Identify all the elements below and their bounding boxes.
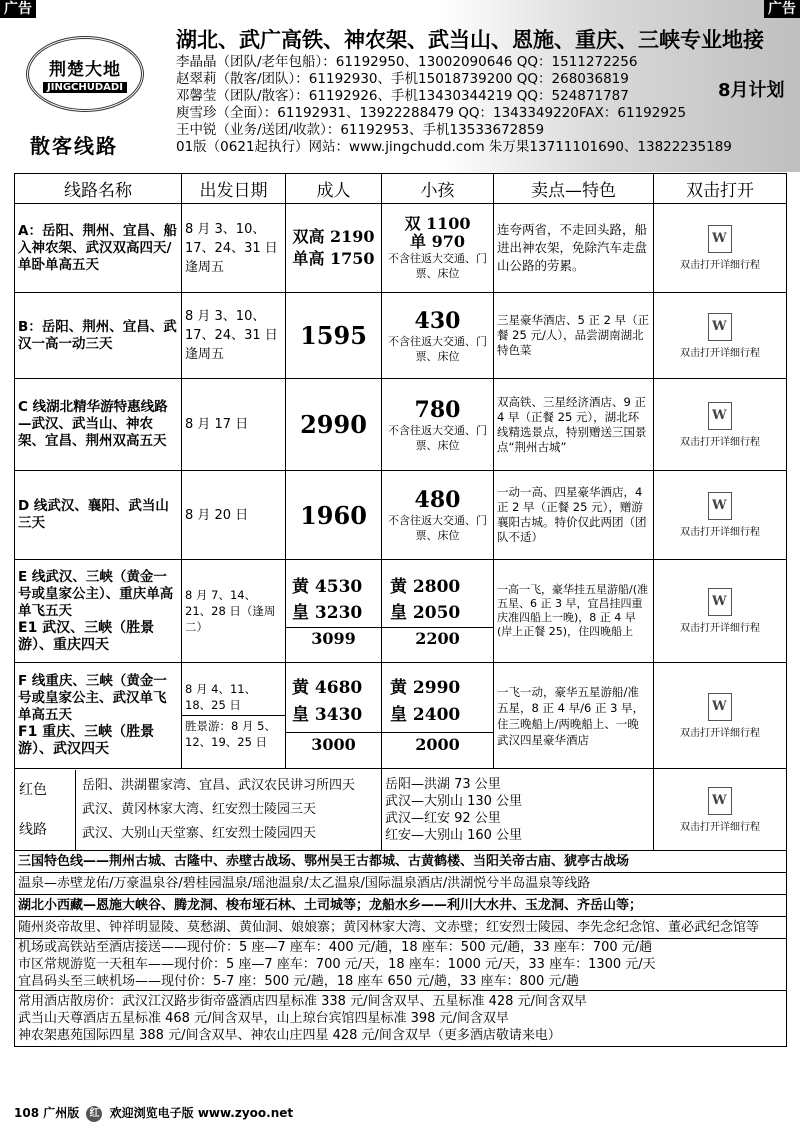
- ad-tag-right: 广告: [764, 0, 800, 18]
- adult-price-single: 单高 1750: [292, 249, 375, 268]
- transport-prices: [15, 939, 787, 991]
- route-feature: 一动一高、四星豪华酒店，4 正 2 早（正餐 25 元），赠游襄阳古城。特价仅此两团（团队不适）: [494, 471, 654, 560]
- list-item: 武汉—大别山 130 公里: [385, 793, 523, 809]
- page-number: 108: [14, 1106, 40, 1120]
- open-itinerary-cell[interactable]: [654, 769, 787, 851]
- table-row-extra: [15, 991, 787, 1047]
- table-header-row: [15, 174, 787, 204]
- table-row-red-routes: [15, 769, 787, 851]
- child-price-value: 780: [414, 396, 461, 423]
- red-label-2: 线路: [19, 821, 47, 838]
- route-date: 8 月 3、10、17、24、31 日逢周五: [182, 204, 286, 293]
- route-feature: 双高铁、三星经济酒店、9 正 4 早（正餐 25 元），湖北环线精选景点，特别赠送三国景点“荆州古城”: [494, 379, 654, 471]
- open-itinerary-link[interactable]: 双击打开详细行程: [680, 436, 760, 448]
- header-route-name: 线路名称: [15, 174, 182, 204]
- child-price: [382, 663, 494, 769]
- word-document-icon[interactable]: [708, 313, 732, 341]
- list-item: 武汉、黄冈林家大湾、红安烈士陵园三天: [82, 801, 317, 817]
- logo-chinese: 荆楚大地: [49, 60, 121, 80]
- table-row: [15, 379, 787, 471]
- route-feature: 三星豪华酒店、5 正 2 早（正餐 25 元/人），品尝湖南湖北特色菜: [494, 293, 654, 379]
- route-label: 散客线路: [30, 134, 118, 158]
- route-table: [14, 173, 787, 1047]
- open-itinerary-cell[interactable]: [654, 560, 787, 663]
- adult-price: [286, 663, 382, 769]
- table-row-extra: [15, 873, 787, 895]
- table-row-extra: [15, 917, 787, 939]
- route-date: 8 月 7、14、21、28 日（逢周二）: [182, 560, 286, 663]
- route-name-main: F 线重庆、三峡（黄金一号或皇家公主、武汉单飞单高五天: [18, 673, 167, 723]
- red-route-list: [76, 770, 382, 850]
- open-itinerary-link[interactable]: 双击打开详细行程: [680, 623, 760, 634]
- table-row: [15, 204, 787, 293]
- adult-price: 1960: [286, 471, 382, 560]
- three-kingdoms-line: 三国特色线——荆州古城、古隆中、赤壁古战场、鄂州吴王古都城、古黄鹤楼、当阳关帝古庙、猇亭古战场: [15, 851, 787, 873]
- word-document-icon[interactable]: [708, 693, 732, 721]
- table-row: [15, 471, 787, 560]
- red-route-label: [15, 770, 76, 850]
- route-date: [182, 663, 286, 769]
- route-date-scenic: 胜景游：8 月 5、12、19、25 日: [182, 715, 285, 752]
- open-itinerary-link[interactable]: 双击打开详细行程: [680, 347, 760, 359]
- child-price-scenic: 2200: [382, 627, 493, 650]
- contact-line: 赵翠莉（散客/团队）：61192930、手机15018739200 QQ：268036819: [176, 71, 629, 87]
- word-document-icon[interactable]: [708, 402, 732, 430]
- transport-yichang: 宜昌码头至三峡机场——现付价：5-7 座：500 元/趟，18 座车 650 元/趟，33 座车：800 元/趟: [18, 974, 579, 989]
- contact-line: 王中锐（业务/送团/收款）：61192953、手机13533672859: [176, 122, 545, 138]
- hotel-prices: 常用酒店散房价：武汉江汉路步街帝盛酒店四星标准 338 元/间含双早、五星标准 428 元/间含双早 武当山天尊酒店五星标准 468 元/间含双早，山上琼台宾馆四星标准 398 元/间含双早 神农架惠苑国际四星 388 元/间含双早、神农山庄四星 428 元/间含双早（更多酒店敬请来电）: [15, 991, 787, 1047]
- child-price: [382, 471, 494, 560]
- page-footer: [14, 1104, 293, 1122]
- child-price-double: 双 1100: [404, 214, 471, 233]
- child-price-royal: 皇 2050: [390, 602, 461, 623]
- adult-price-royal: 皇 3230: [292, 602, 363, 623]
- open-itinerary-cell[interactable]: [654, 204, 787, 293]
- adult-price-scenic: 3099: [286, 627, 381, 650]
- transport-city-tour: 市区常规游览一天租车——现付价：5 座—7 座车：700 元/天，18 座车：1000 元/天，33 座车：1300 元/天: [18, 957, 656, 972]
- footer-logo-icon: 红: [86, 1106, 102, 1122]
- contact-line: 庾雪珍（全面）：61192931、13922288479 QQ：1343349220FAX：61192925: [176, 105, 687, 121]
- open-itinerary-link[interactable]: 双击打开详细行程: [680, 821, 760, 833]
- header-adult: 成人: [286, 174, 382, 204]
- adult-price: [286, 560, 382, 663]
- child-price-note: 不含往返大交通、门票、床位: [388, 514, 487, 542]
- route-feature: 连夸两省，不走回头路，船进出神农架，免除汽车走盘山公路的劳累。: [494, 204, 654, 293]
- list-item: 岳阳、洪湖瞿家湾、宜昌、武汉农民讲习所四天: [82, 777, 356, 793]
- edition-label: 广州版: [43, 1106, 80, 1120]
- child-price-value: 430: [414, 307, 461, 334]
- child-price: [382, 293, 494, 379]
- adult-price: 2990: [286, 379, 382, 471]
- child-price-note: 不含往返大交通、门票、床位: [388, 252, 487, 280]
- route-feature: 一飞一动，豪华五星游船/准五星，8 正 4 早/6 正 3 早，住三晚船上/两晚船上、一晚武汉四星豪华酒店: [494, 663, 654, 769]
- open-itinerary-link[interactable]: 双击打开详细行程: [680, 527, 760, 538]
- open-itinerary-link[interactable]: 双击打开详细行程: [680, 260, 760, 271]
- adult-price-double: 双高 2190: [292, 227, 375, 246]
- route-name: A：岳阳、荆州、宜昌、船入神农架、武汉双高四天/单卧单高五天: [15, 204, 182, 293]
- enshi-line: 湖北小西藏—恩施大峡谷、腾龙洞、梭布垭石林、土司城等；龙船水乡——利川大水井、玉龙洞、齐岳山等；: [15, 895, 787, 917]
- child-price-scenic: 2000: [382, 732, 493, 757]
- open-itinerary-cell[interactable]: [654, 471, 787, 560]
- child-price-single: 单 970: [410, 232, 465, 251]
- route-date: 8 月 20 日: [182, 471, 286, 560]
- route-name-alt: F1 重庆、三峡（胜景游）、武汉四天: [18, 724, 155, 757]
- word-document-icon[interactable]: [708, 492, 732, 520]
- suizhou-line: 随州炎帝故里、钟祥明显陵、莫愁湖、黄仙洞、娘娘寨；黄冈林家大湾、文赤壁；红安烈士陵园、李先念纪念馆、董必武纪念馆等: [15, 917, 787, 939]
- open-itinerary-cell[interactable]: [654, 293, 787, 379]
- adult-price: [286, 204, 382, 293]
- header-child: 小孩: [382, 174, 494, 204]
- child-price-gold: 黄 2800: [390, 576, 461, 597]
- table-row: [15, 560, 787, 663]
- adult-price: 1595: [286, 293, 382, 379]
- logo-english: JINGCHUDADI: [43, 82, 127, 93]
- route-name-alt: E1 武汉、三峡（胜景游）、重庆四天: [18, 619, 155, 653]
- list-item: 武汉—红安 92 公里: [385, 810, 501, 826]
- route-name: C 线湖北精华游特惠线路—武汉、武当山、神农架、宜昌、荆州双高五天: [15, 379, 182, 471]
- list-item: 红安—大别山 160 公里: [385, 827, 523, 843]
- table-row: [15, 293, 787, 379]
- open-itinerary-cell[interactable]: [654, 663, 787, 769]
- route-date: 8 月 17 日: [182, 379, 286, 471]
- child-price: [382, 560, 494, 663]
- ad-tag-left: 广告: [0, 0, 36, 18]
- table-row-extra: [15, 895, 787, 917]
- company-title: 湖北、武广高铁、神农架、武当山、恩施、重庆、三峡专业地接: [176, 28, 764, 52]
- child-price: [382, 379, 494, 471]
- header-open: 双击打开: [654, 174, 787, 204]
- open-itinerary-cell[interactable]: [654, 379, 787, 471]
- distance-list: [382, 769, 654, 851]
- route-date: 8 月 3、10、17、24、31 日逢周五: [182, 293, 286, 379]
- company-logo: [26, 36, 144, 112]
- child-price-note: 不含往返大交通、门票、床位: [388, 423, 487, 452]
- table-row-extra: [15, 851, 787, 873]
- contact-line: 邓馨莹（团队/散客）：61192926、手机13430344219 QQ：524871787: [176, 88, 629, 104]
- route-name-main: E 线武汉、三峡（黄金一号或皇家公主）、重庆单高单飞五天: [18, 568, 174, 619]
- header-feature: 卖点—特色: [494, 174, 654, 204]
- contact-line: 01版（0621起执行）网站：www.jingchudd.com 朱万果13711101690、13822235189: [176, 139, 732, 155]
- open-itinerary-link[interactable]: 双击打开详细行程: [680, 727, 760, 739]
- hot-spring-line: 温泉—赤壁龙佑/万豪温泉谷/碧桂园温泉/瑶池温泉/太乙温泉/国际温泉酒店/洪湖悦兮半岛温泉等线路: [15, 873, 787, 895]
- word-document-icon[interactable]: [708, 225, 732, 253]
- list-item: 岳阳—洪湖 73 公里: [385, 776, 501, 792]
- word-document-icon[interactable]: [708, 787, 732, 815]
- child-price-royal: 皇 2400: [390, 705, 461, 725]
- adult-price-royal: 皇 3430: [292, 705, 363, 725]
- transport-airport: 机场或高铁站至酒店接送——现付价：5 座—7 座车：400 元/趟，18 座车：500 元/趟，33 座车：700 元/趟: [18, 940, 653, 955]
- adult-price-gold: 黄 4530: [292, 576, 363, 597]
- child-price-gold: 黄 2990: [390, 678, 461, 698]
- table-row-extra: [15, 939, 787, 991]
- contact-list: [176, 54, 732, 156]
- route-date-main: 8 月 4、11、18、25 日: [185, 682, 257, 712]
- adult-price-scenic: 3000: [286, 732, 381, 757]
- red-route-cell: [15, 769, 382, 851]
- child-price-note: 不含往返大交通、门票、床位: [388, 334, 487, 363]
- contact-line: 李晶晶（团队/老年包船）：61192950、13002090646 QQ：1511272256: [176, 54, 638, 70]
- header-date: 出发日期: [182, 174, 286, 204]
- footer-website: 欢迎浏览电子版 www.zyoo.net: [109, 1106, 294, 1120]
- route-name: B：岳阳、荆州、宜昌、武汉一高一动三天: [15, 293, 182, 379]
- route-name: [15, 663, 182, 769]
- plan-label: 8月计划: [718, 80, 785, 101]
- list-item: 武汉、大别山天堂寨、红安烈士陵园四天: [82, 825, 317, 841]
- child-price: [382, 204, 494, 293]
- route-feature: 一高一飞，豪华挂五星游船/(准五星、6 正 3 早，宜昌挂四重庆准四船上一晚)，8 正 4 早(岸上正餐 25)，住四晚船上: [494, 560, 654, 663]
- word-document-icon[interactable]: [708, 588, 732, 616]
- route-name: [15, 560, 182, 663]
- child-price-value: 480: [414, 487, 461, 513]
- table-row: [15, 663, 787, 769]
- adult-price-gold: 黄 4680: [292, 678, 363, 698]
- red-label-1: 红色: [19, 781, 47, 798]
- route-name: D 线武汉、襄阳、武当山三天: [15, 471, 182, 560]
